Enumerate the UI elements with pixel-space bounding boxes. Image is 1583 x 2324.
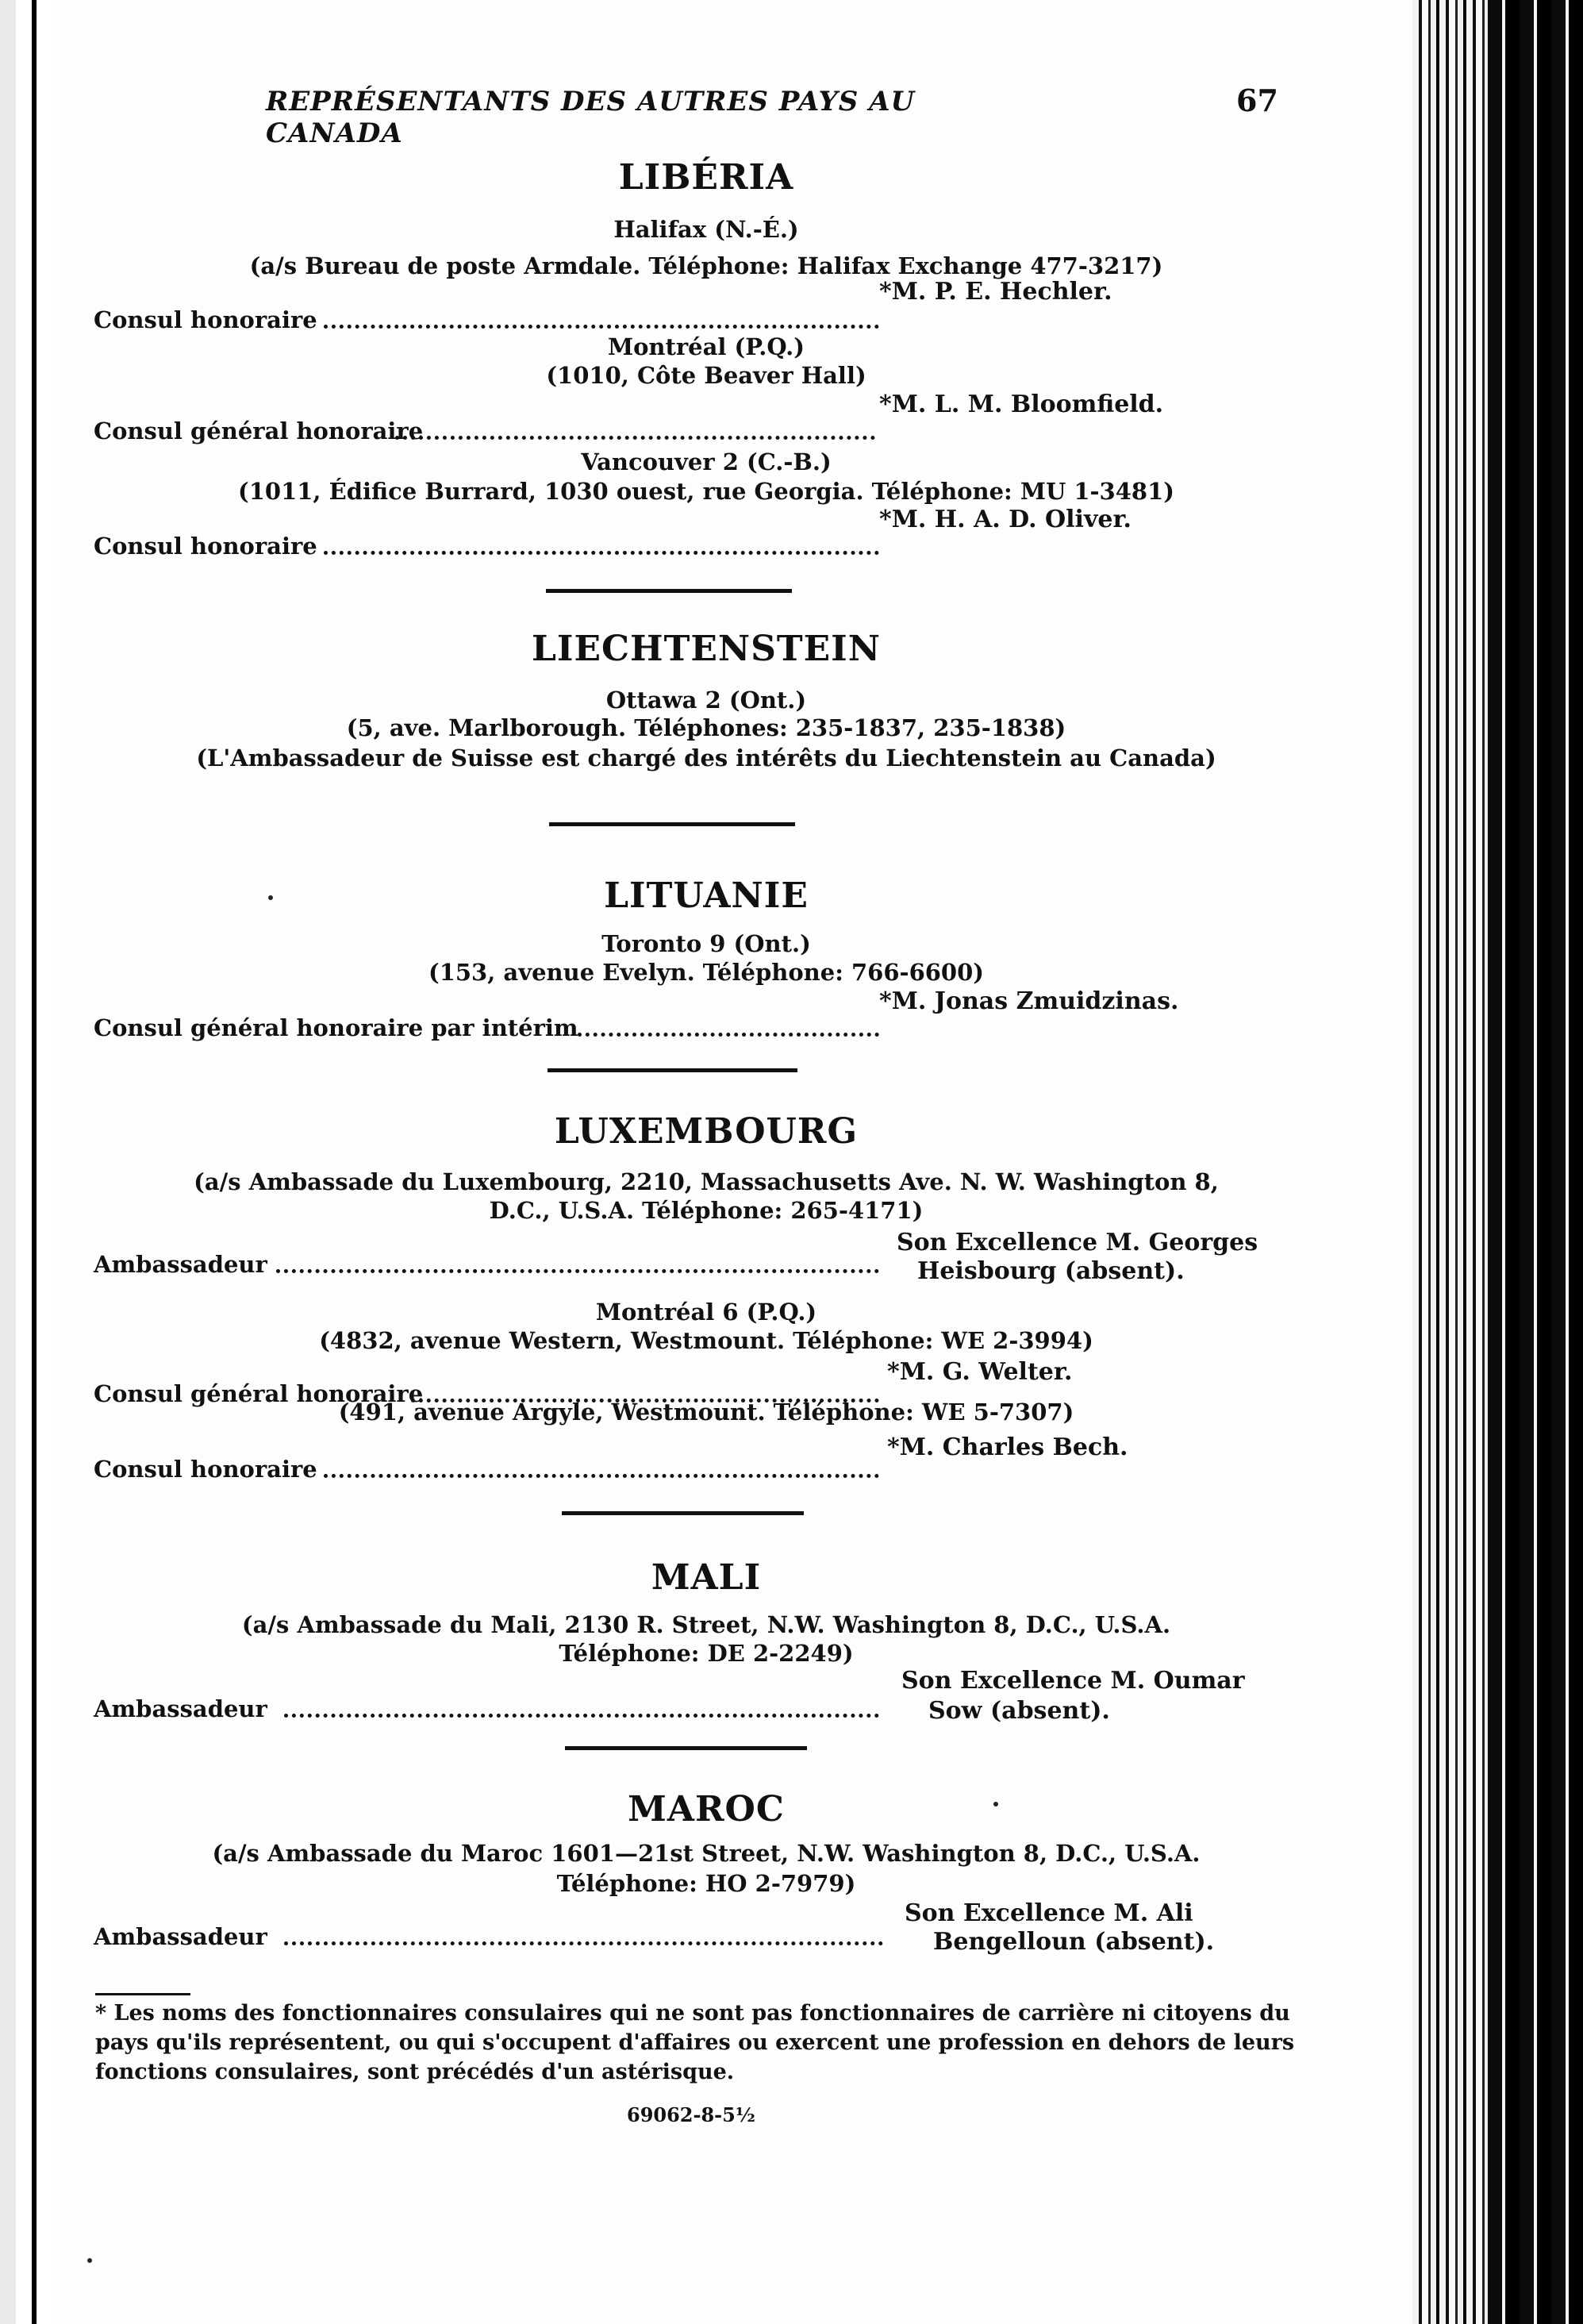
position-title: Ambassadeur xyxy=(94,1923,267,1950)
footnote: * Les noms des fonctionnaires consulaires qui ne sont pas fonctionnaires de carrière ni citoyens du pays qu'ils représentent, ou qui s'occupent d'affaires ou exercent une profession en dehors de leurs fonctions consulaires, sont précédés d'un astérisque. xyxy=(95,2001,1295,2084)
listing-entry xyxy=(94,480,1244,560)
address-line: (153, avenue Evelyn. Téléphone: 766-6600) xyxy=(428,959,985,986)
country-heading-liechtenstein: LIECHTENSTEIN xyxy=(531,629,881,669)
country-heading-mali: MALI xyxy=(651,1557,762,1598)
position-title: Consul général honoraire xyxy=(94,417,424,444)
page-number: 67 xyxy=(1236,83,1278,118)
country-heading-liberia: LIBÉRIA xyxy=(618,157,794,198)
book-spine-edge xyxy=(1488,0,1583,2324)
ink-speck xyxy=(87,2258,92,2263)
office-holder: Son Excellence M. Georges xyxy=(897,1229,1258,1256)
address-line: (a/s Ambassade du Maroc 1601—21st Street, N.W. Washington 8, D.C., U.S.A. xyxy=(212,1840,1201,1867)
office-holder: Son Excellence M. Oumar xyxy=(901,1667,1245,1695)
country-heading-luxembourg: LUXEMBOURG xyxy=(554,1111,859,1152)
section-divider xyxy=(546,589,792,593)
address-line: (1011, Édifice Burrard, 1030 ouest, rue Georgia. Téléphone: MU 1-3481) xyxy=(238,478,1174,505)
position-title: Consul honoraire xyxy=(94,533,317,560)
footnote-rule xyxy=(95,1993,190,1995)
leader-dots xyxy=(324,548,879,555)
country-heading-lituanie: LITUANIE xyxy=(604,875,809,916)
position-title: Consul général honoraire par intérim xyxy=(94,1014,578,1041)
leader-dots xyxy=(324,1471,879,1478)
listing-entry xyxy=(94,365,1244,444)
address-line: D.C., U.S.A. Téléphone: 265-4171) xyxy=(489,1197,924,1224)
listing-entry xyxy=(94,1403,1244,1483)
leader-dots xyxy=(284,1938,883,1945)
address-line: (a/s Ambassade du Luxembourg, 2210, Massachusetts Ave. N. W. Washington 8, xyxy=(194,1168,1219,1195)
city-line: Vancouver 2 (C.-B.) xyxy=(581,448,832,475)
position-title: Ambassadeur xyxy=(94,1251,267,1278)
office-holder: *M. Jonas Zmuidzinas. xyxy=(879,987,1179,1015)
section-divider xyxy=(548,1068,797,1072)
print-code: 69062-8-5½ xyxy=(627,2103,755,2126)
section-divider xyxy=(562,1511,804,1515)
listing-entry xyxy=(94,1199,1258,1285)
leader-dots xyxy=(395,433,875,440)
city-line: Ottawa 2 (Ont.) xyxy=(605,687,807,714)
section-divider xyxy=(549,822,795,826)
leader-dots xyxy=(276,1266,879,1273)
address-line: (5, ave. Marlborough. Téléphones: 235-1837, 235-1838) xyxy=(346,714,1066,741)
office-holder: *M. L. M. Bloomfield. xyxy=(879,391,1164,418)
office-holder: *M. G. Welter. xyxy=(887,1358,1073,1386)
ink-speck xyxy=(993,1802,998,1806)
office-holder: *M. H. A. D. Oliver. xyxy=(879,506,1132,533)
country-heading-maroc: MAROC xyxy=(628,1789,785,1830)
leader-dots xyxy=(284,1710,879,1718)
city-line: Toronto 9 (Ont.) xyxy=(601,930,811,957)
listing-entry xyxy=(94,1643,1245,1725)
office-holder: Son Excellence M. Ali xyxy=(905,1899,1193,1927)
address-line: (491, avenue Argyle, Westmount. Téléphone: WE 5-7307) xyxy=(338,1399,1074,1426)
address-line: (4832, avenue Western, Westmount. Téléphone: WE 2-3994) xyxy=(319,1327,1093,1354)
address-line: (a/s Bureau de poste Armdale. Téléphone: Halifax Exchange 477-3217) xyxy=(249,252,1163,279)
city-line: Montréal (P.Q.) xyxy=(607,333,805,360)
city-line: Montréal 6 (P.Q.) xyxy=(595,1299,817,1326)
listing-entry xyxy=(94,1328,1244,1407)
office-holder-cont: Heisbourg (absent). xyxy=(917,1257,1185,1285)
position-title: Consul général honoraire xyxy=(94,1380,424,1407)
address-line: Téléphone: DE 2-2249) xyxy=(559,1640,854,1667)
office-holder: *M. P. E. Hechler. xyxy=(879,278,1112,306)
position-title: Ambassadeur xyxy=(94,1695,267,1722)
leader-dots xyxy=(324,321,879,329)
position-title: Consul honoraire xyxy=(94,1456,317,1483)
address-line: (1010, Côte Beaver Hall) xyxy=(546,362,866,389)
section-divider xyxy=(565,1746,807,1750)
position-title: Consul honoraire xyxy=(94,306,317,333)
note-line: (L'Ambassadeur de Suisse est chargé des intérêts du Liechtenstein au Canada) xyxy=(196,745,1216,771)
listing-entry xyxy=(94,1871,1244,1956)
office-holder-cont: Bengelloun (absent). xyxy=(933,1928,1215,1956)
listing-entry xyxy=(94,254,1244,333)
address-line: (a/s Ambassade du Mali, 2130 R. Street, N.W. Washington 8, D.C., U.S.A. xyxy=(241,1611,1171,1638)
ink-speck xyxy=(268,895,273,900)
running-head: REPRÉSENTANTS DES AUTRES PAYS AU CANADA xyxy=(266,86,916,149)
city-line: Halifax (N.-É.) xyxy=(613,216,799,243)
office-holder-cont: Sow (absent). xyxy=(928,1697,1110,1725)
address-line: Téléphone: HO 2-7979) xyxy=(556,1870,856,1897)
leader-dots xyxy=(578,1029,879,1037)
page-left-edge xyxy=(0,0,56,2324)
listing-entry xyxy=(94,962,1244,1041)
office-holder: *M. Charles Bech. xyxy=(887,1433,1128,1461)
